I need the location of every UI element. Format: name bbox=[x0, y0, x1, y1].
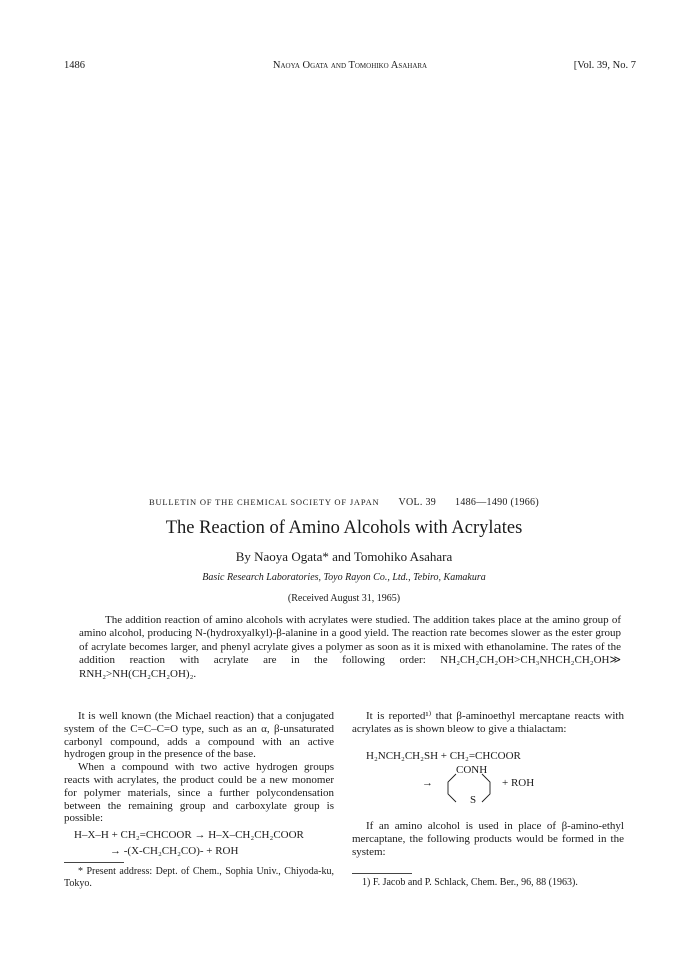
journal-volume: VOL. 39 bbox=[398, 497, 437, 508]
thialactam-structure bbox=[352, 764, 624, 808]
byproduct: + ROH bbox=[502, 777, 535, 790]
footnote-rule bbox=[64, 862, 124, 863]
paragraph: When a compound with two active hydrogen groups reacts with acrylates, the product could be a new monomer for polymer materials, since a further polycondensation between the remaining group and carboxylate group is possible: bbox=[64, 761, 334, 825]
ring-sulfur: S bbox=[470, 794, 477, 807]
ring-top-group: CONH bbox=[456, 764, 488, 777]
page-number: 1486 bbox=[64, 60, 85, 71]
footnote: * Present address: Dept. of Chem., Sophia Univ., Chiyoda-ku, Tokyo. bbox=[64, 865, 334, 889]
affiliation: Basic Research Laboratories, Toyo Rayon Co., Ltd., Tebiro, Kamakura bbox=[202, 572, 486, 583]
footnote-rule bbox=[352, 873, 412, 874]
right-column bbox=[352, 710, 624, 889]
paragraph: It is well known (the Michael reaction) that a conjugated system of the C=C–C=O type, such as an α, β-unsaturated carbonyl compound, adds a compound with an active hydrogen group in the presence of the base. bbox=[64, 710, 334, 761]
journal-line bbox=[0, 497, 688, 508]
footnote: 1) F. Jacob and P. Schlack, Chem. Ber., 96, 88 (1963). bbox=[362, 876, 578, 888]
running-authors: Naoya Ogata and Tomohiko Asahara bbox=[272, 60, 428, 71]
journal-name: BULLETIN OF THE CHEMICAL SOCIETY OF JAPAN bbox=[148, 497, 380, 507]
byline: By Naoya Ogata* and Tomohiko Asahara bbox=[235, 549, 453, 564]
paragraph: It is reported¹⁾ that β-aminoethyl mercaptane reacts with acrylates as is shown bleow to give a thialactam: bbox=[352, 710, 624, 735]
paragraph: If an amino alcohol is used in place of β-amino-ethyl mercaptane, the following products would be formed in the system: bbox=[352, 820, 624, 858]
equation-line: → -(X-CH₂CH₂CO)- + ROH bbox=[110, 844, 239, 857]
equation-line: H–X–H + CH₂=CHCOOR → H–X–CH₂CH₂COOR bbox=[74, 829, 304, 842]
arrow-icon: → bbox=[422, 777, 433, 790]
abstract: The addition reaction of amino alcohols with acrylates were studied. The addition takes place at the amino group of amino alcohol, producing N-(hydroxyalkyl)-β-alanine in a good yield. The reaction rate becomes slower as the ester group of acrylate becomes larger, and phenyl acrylate gives a polymer as soon as it is mixed with ethanolamine. The rates of the addition reaction with acrylate are in the following order: NH₂CH₂CH₂OH>CH₃NHCH₂CH₂OH≫ RNH₂>NH(CH₂CH₂OH)₂. bbox=[79, 614, 621, 680]
equation-reactants: H₂NCH₂CH₂SH + CH₂=CHCOOR bbox=[366, 749, 521, 762]
volume-issue: [Vol. 39, No. 7 bbox=[573, 60, 636, 71]
left-column bbox=[64, 710, 334, 890]
running-header bbox=[64, 60, 636, 74]
received-date: (Received August 31, 1965) bbox=[287, 593, 401, 604]
article-title: The Reaction of Amino Alcohols with Acrylates bbox=[165, 518, 523, 538]
journal-pages-year: 1486—1490 (1966) bbox=[455, 497, 539, 508]
